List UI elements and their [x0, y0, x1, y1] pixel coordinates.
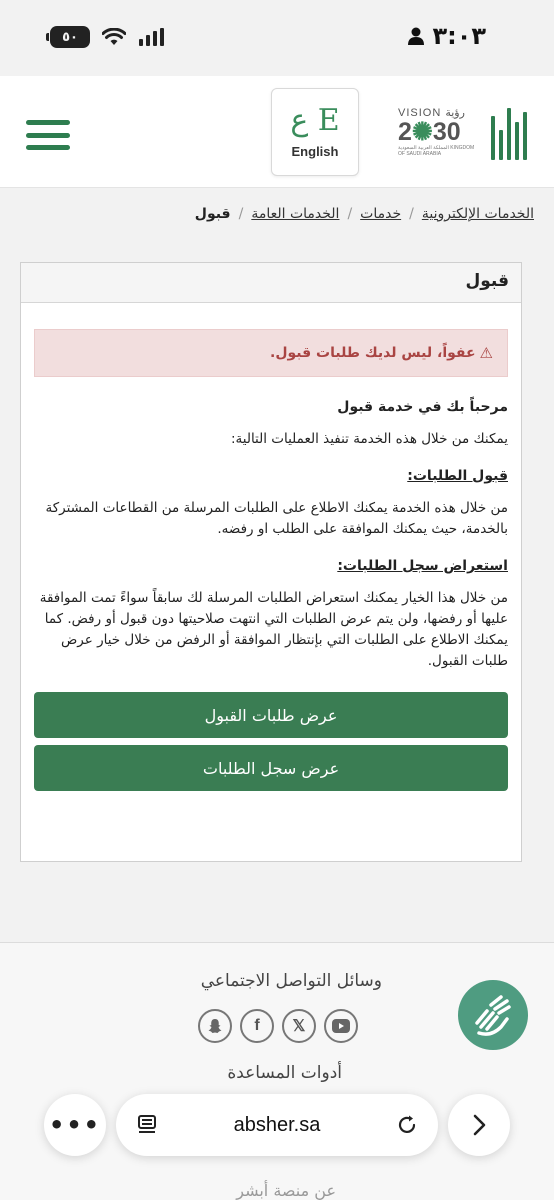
snapchat-icon[interactable]	[198, 1009, 232, 1043]
more-options-button[interactable]: •••	[44, 1094, 106, 1156]
service-card	[20, 262, 522, 862]
help-tools-title: أدوات المساعدة	[227, 1063, 342, 1083]
reload-icon[interactable]	[396, 1114, 418, 1136]
vision-logo-year	[398, 119, 478, 145]
facebook-icon[interactable]: f	[240, 1009, 274, 1043]
vision-logo-subtext: المملكة العربية السعودية KINGDOM OF SAUDI ARABIA	[398, 145, 475, 157]
absher-logo-mark	[499, 130, 503, 160]
vision-2030-logo	[398, 106, 478, 162]
section-accept-text: من خلال هذه الخدمة يمكنك الاطلاع على الطلبات المرسلة من القطاعات المشتركة بالخدمة، حيث يمكنك الموافقة على الطلب او رفضه.	[45, 500, 508, 537]
hamburger-icon	[26, 120, 70, 125]
breadcrumb-services[interactable]: خدمات	[360, 206, 402, 222]
chevron-right-icon	[470, 1113, 488, 1137]
site-header	[0, 76, 554, 188]
status-time-area	[408, 22, 486, 50]
url-text: absher.sa	[233, 1113, 321, 1136]
sign-language-icon	[471, 993, 515, 1037]
wifi-icon	[102, 28, 126, 46]
no-requests-alert	[34, 329, 508, 377]
breadcrumb-separator: /	[347, 206, 353, 222]
vision-year-part: 30	[432, 118, 461, 146]
about-absher-link[interactable]: عن منصة أبشر	[236, 1181, 336, 1200]
breadcrumb-eservices[interactable]: الخدمات الإلكترونية	[421, 206, 534, 222]
hamburger-menu-button[interactable]	[26, 120, 70, 150]
signal-icon	[138, 28, 168, 46]
view-requests-history-button[interactable]: عرض سجل الطلبات	[34, 745, 508, 791]
card-title: قبول	[21, 263, 521, 303]
breadcrumb-general-services[interactable]: الخدمات العامة	[251, 206, 340, 222]
person-icon	[408, 27, 424, 45]
reader-mode-icon[interactable]	[136, 1114, 158, 1136]
intro-text: يمكنك من خلال هذه الخدمة تنفيذ العمليات التالية:	[230, 431, 508, 447]
breadcrumb-separator: /	[409, 206, 414, 222]
absher-logo[interactable]	[490, 106, 528, 160]
breadcrumb-current: قبول	[194, 206, 231, 222]
forward-button[interactable]	[448, 1094, 510, 1156]
breadcrumb-separator: /	[238, 206, 244, 222]
view-accept-requests-button[interactable]: عرض طلبات القبول	[34, 692, 508, 738]
browser-toolbar	[0, 1094, 554, 1158]
battery-level: ٥٠	[62, 29, 78, 45]
section-history-text: من خلال هذا الخيار يمكنك استعراض الطلبات المرسلة لك سابقاً سواءً تمت الموافقة عليها أو رفضها، ولن يتم عرض الطلبات التي انتهت صلاحيتها دون قبول أو رفض. كما يمكنك الاطلاع على الطلبات التي بإنتظار الموافقة أو الرفض من خلال خيار عرض طلبات القبول.	[39, 590, 508, 669]
clock-time: ٣:٠٣	[432, 22, 486, 50]
card-body	[21, 303, 521, 791]
absher-logo-mark	[523, 112, 527, 160]
hamburger-icon-bar	[26, 145, 70, 150]
alert-text: عفواً، ليس لديك طلبات قبول.	[270, 345, 476, 361]
section-history-title: استعراض سجل الطلبات:	[337, 558, 508, 574]
language-icon: ع E	[290, 102, 340, 138]
absher-logo-mark	[507, 108, 511, 160]
battery-icon	[50, 26, 90, 48]
welcome-text: مرحباً بك في خدمة قبول	[337, 399, 508, 415]
social-links	[198, 1009, 358, 1043]
site-footer	[0, 942, 554, 1200]
hamburger-icon-bar	[26, 133, 70, 138]
x-icon[interactable]: 𝕏	[282, 1009, 316, 1043]
status-bar	[0, 0, 554, 76]
section-accept-title: قبول الطلبات:	[407, 468, 508, 484]
breadcrumb	[20, 206, 534, 222]
social-media-title: وسائل التواصل الاجتماعي	[200, 971, 382, 991]
absher-logo-mark	[491, 116, 495, 160]
language-switch-button[interactable]	[271, 88, 359, 176]
status-indicators	[50, 26, 168, 48]
youtube-icon[interactable]	[324, 1009, 358, 1043]
warning-icon: ⚠	[479, 344, 493, 362]
absher-logo-mark	[515, 122, 519, 160]
address-bar[interactable]	[116, 1094, 438, 1156]
vision-logo-text: VISION رؤية	[398, 107, 465, 119]
vision-emblem-icon: ✺	[411, 118, 433, 146]
vision-year-part: 2	[398, 118, 412, 146]
sign-language-button[interactable]	[458, 980, 528, 1050]
language-label: English	[291, 143, 339, 159]
